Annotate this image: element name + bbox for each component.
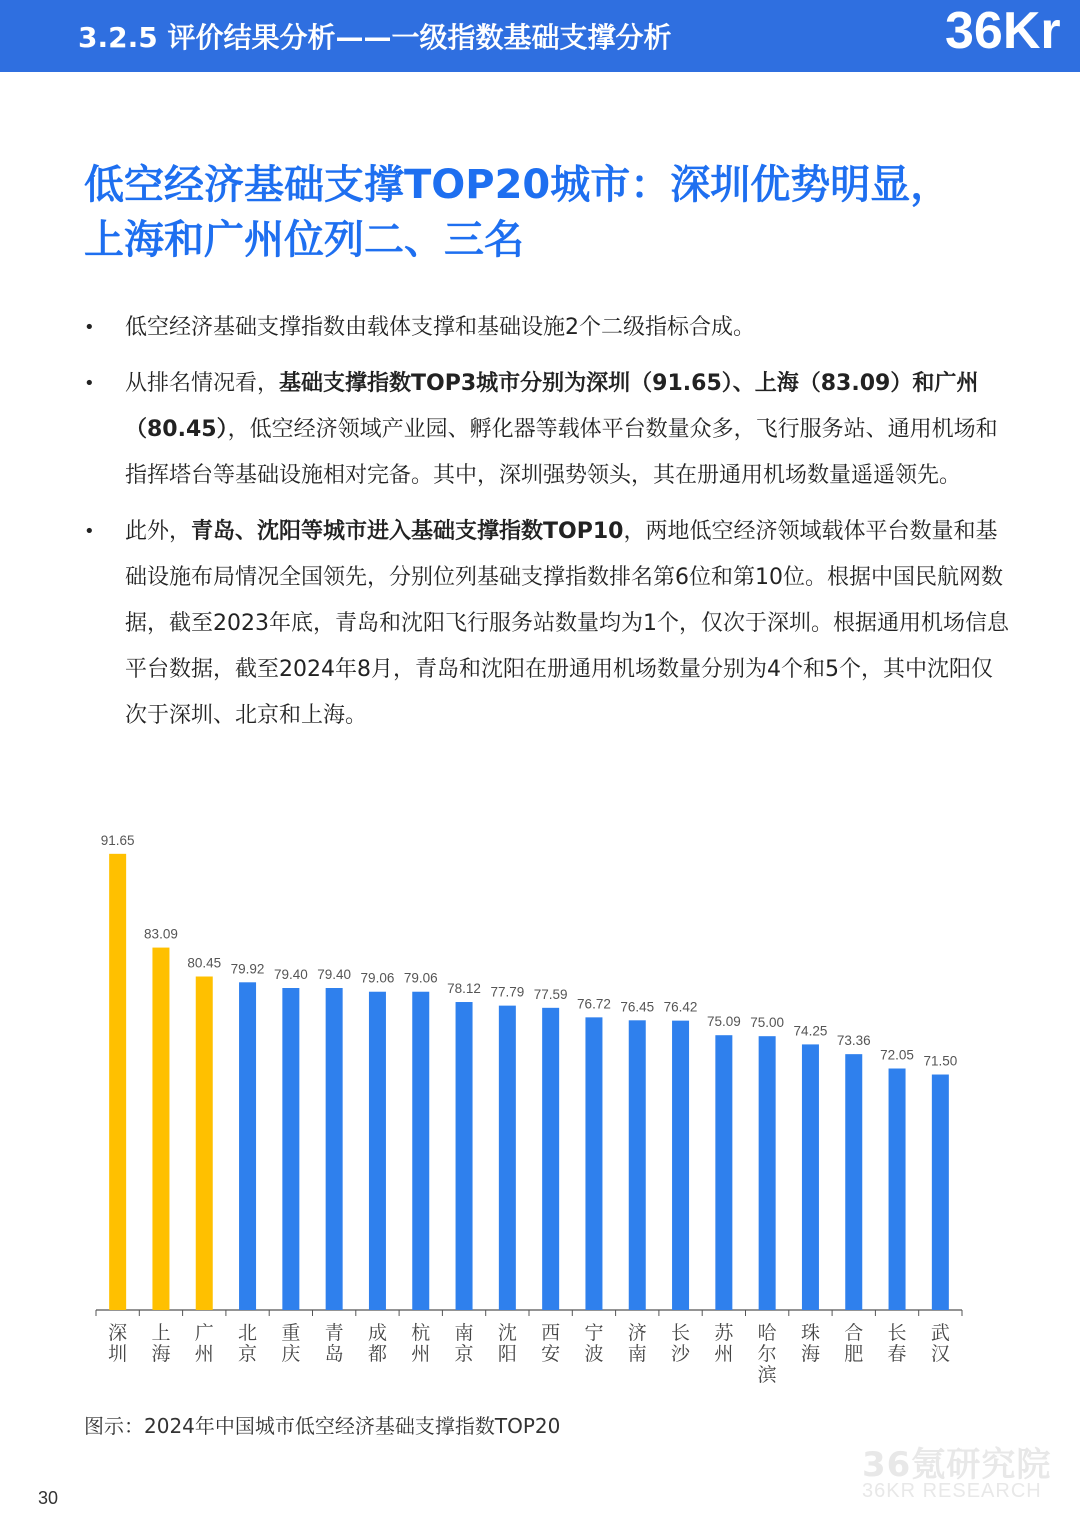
- bullet-marker: •: [84, 521, 95, 542]
- category-label: 青岛: [324, 1322, 344, 1365]
- category-label: 宁波: [584, 1322, 604, 1365]
- bar: [932, 1075, 949, 1310]
- category-label: 哈尔滨: [757, 1322, 777, 1386]
- bar: [239, 982, 256, 1310]
- category-label: 广州: [194, 1322, 214, 1365]
- data-label: 76.45: [620, 999, 655, 1015]
- bullet-text: 此外，: [125, 519, 192, 544]
- bullet-text: 从排名情况看，: [125, 371, 280, 396]
- data-label: 80.45: [187, 955, 222, 971]
- bullet-item: [84, 361, 1014, 499]
- data-label: 78.12: [447, 981, 481, 997]
- data-label: 83.09: [144, 926, 178, 942]
- data-label: 76.72: [577, 996, 611, 1012]
- bullet-list: [84, 305, 1014, 749]
- page-heading: [84, 158, 1014, 268]
- bar: [412, 992, 429, 1310]
- data-label: 91.65: [100, 832, 135, 848]
- category-label: 武汉: [930, 1322, 950, 1365]
- data-label: 74.25: [793, 1023, 828, 1039]
- category-label: 苏州: [714, 1322, 734, 1365]
- section-title: 3.2.5 评价结果分析——一级指数基础支撑分析: [78, 21, 672, 54]
- bullet-text-bold: 青岛、沈阳等城市进入基础支撑指数TOP10: [191, 519, 624, 544]
- watermark-en: 36KR RESEARCH: [862, 1480, 1042, 1502]
- page-heading-line2: 上海和广州位列二、三名: [84, 217, 524, 263]
- data-label: 77.79: [490, 984, 525, 1000]
- bullet-text: ，两地低空经济领域载体平台数量和基础设施布局情况全国领先，分别位列基础支撑指数排名第6位和第10位。根据中国民航网数据，截至2023年底，青岛和沈阳飞行服务站数量均为1个，仅次于深圳。根据通用机场信息平台数据，截至2024年8月，青岛和沈阳在册通用机场数量分别为4个和5个，其中沈阳仅次于深圳、北京和上海。: [125, 519, 1009, 728]
- page-heading-line1: 低空经济基础支撑TOP20城市：深圳优势明显，: [84, 162, 951, 208]
- data-label: 75.00: [750, 1015, 785, 1031]
- bar: [499, 1006, 516, 1310]
- data-label: 79.06: [403, 970, 438, 986]
- page-number: 30: [38, 1488, 59, 1508]
- bullet-item: [84, 305, 1014, 351]
- data-label: 71.50: [923, 1053, 958, 1069]
- watermark-cn: 36氪研究院: [862, 1445, 1052, 1485]
- bar: [369, 992, 386, 1310]
- bullet-text: ，低空经济领域产业园、孵化器等载体平台数量众多，飞行服务站、通用机场和指挥塔台等基础设施相对完备。其中，深圳强势领头，其在册通用机场数量遥遥领先。: [125, 417, 998, 488]
- data-label: 79.92: [230, 961, 265, 977]
- category-label: 成都: [367, 1322, 387, 1365]
- brand-logo: [945, 0, 1080, 72]
- data-label: 72.05: [880, 1047, 914, 1063]
- category-label: 长春: [887, 1322, 907, 1365]
- category-label: 沈阳: [497, 1322, 517, 1365]
- bar: [542, 1008, 559, 1310]
- bar: [585, 1017, 602, 1310]
- bar: [282, 988, 299, 1310]
- bar-chart: [80, 810, 980, 1400]
- category-label: 北京: [238, 1322, 258, 1365]
- bar: [759, 1036, 776, 1310]
- brand-logo-text: 36Kr: [945, 2, 1061, 60]
- bar: [845, 1054, 862, 1310]
- category-label: 长沙: [671, 1322, 691, 1365]
- bullet-marker: •: [84, 373, 95, 394]
- header-bar: [0, 0, 1080, 72]
- bar: [629, 1020, 646, 1310]
- bar: [196, 977, 213, 1311]
- data-label: 76.42: [663, 999, 698, 1015]
- category-label: 济南: [627, 1322, 647, 1365]
- bullet-item: [84, 509, 1014, 739]
- bar: [326, 988, 343, 1310]
- category-label: 南京: [454, 1322, 474, 1365]
- bar: [672, 1021, 689, 1310]
- bar: [152, 948, 169, 1310]
- data-label: 73.36: [836, 1033, 871, 1049]
- bullet-text-bold: 基础支撑指数TOP3城市分别为深圳（91.65）、上海（83.09）和广州（80.45）: [125, 371, 979, 442]
- bullet-text: 低空经济基础支撑指数由载体支撑和基础设施2个二级指标合成。: [125, 315, 755, 340]
- data-label: 77.59: [533, 986, 568, 1002]
- category-label: 上海: [151, 1322, 171, 1365]
- category-label: 西安: [541, 1322, 561, 1365]
- category-label: 杭州: [411, 1322, 431, 1365]
- data-label: 79.40: [317, 967, 352, 982]
- bar: [889, 1069, 906, 1311]
- bar: [456, 1002, 473, 1310]
- category-label: 深圳: [108, 1322, 128, 1365]
- data-label: 79.06: [360, 970, 395, 986]
- data-label: 79.40: [273, 967, 308, 982]
- bar: [109, 854, 126, 1310]
- bar: [802, 1044, 819, 1310]
- bullet-marker: •: [84, 317, 95, 338]
- chart-caption: 图示：2024年中国城市低空经济基础支撑指数TOP20: [84, 1414, 561, 1438]
- category-label: 珠海: [800, 1322, 820, 1365]
- bar: [715, 1035, 732, 1310]
- category-label: 合肥: [844, 1322, 864, 1365]
- data-label: 75.09: [706, 1014, 741, 1030]
- category-label: 重庆: [281, 1322, 301, 1365]
